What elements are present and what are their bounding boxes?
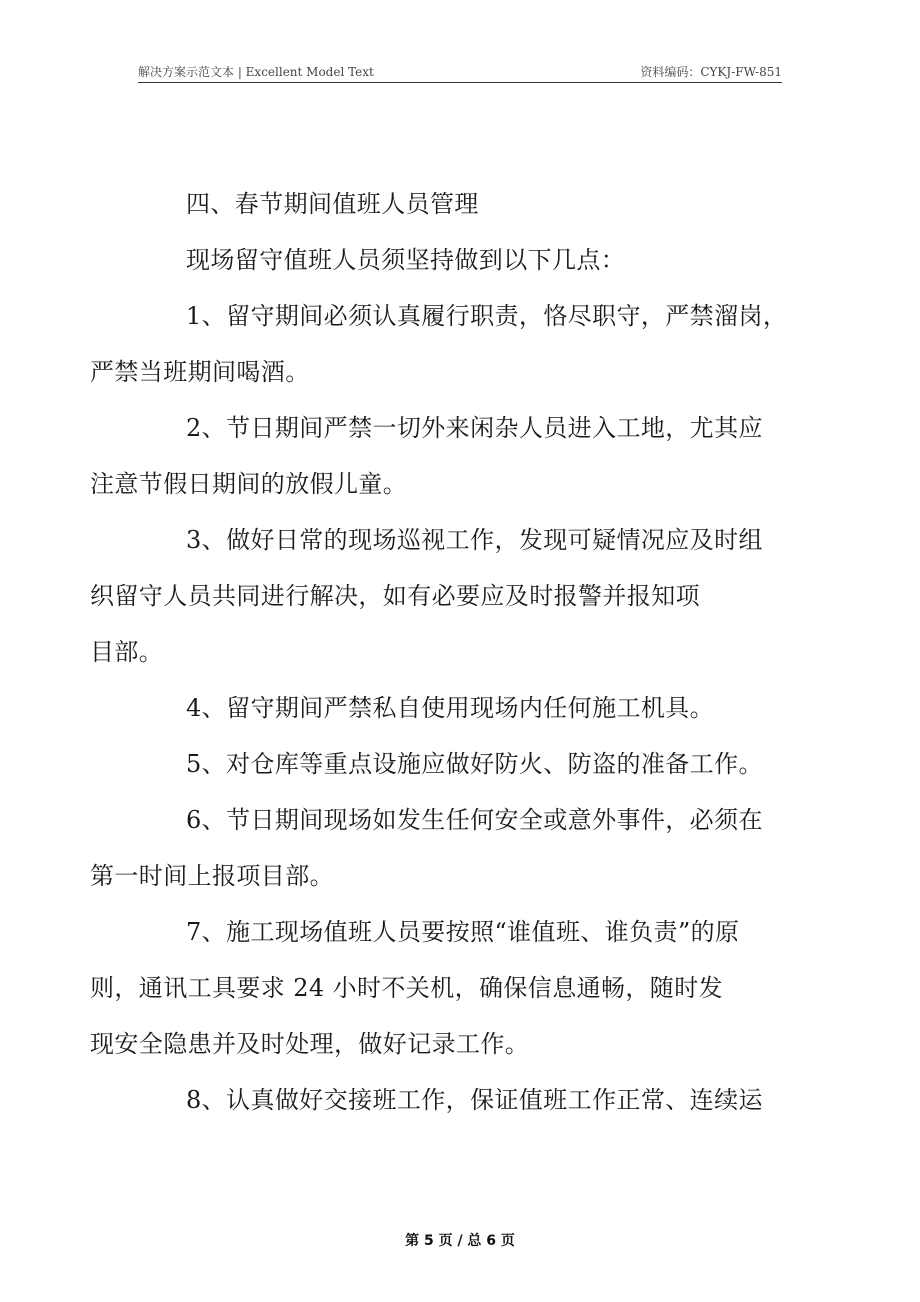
document-body [90,176,788,1128]
paragraph-line: 第一时间上报项目部。 [90,862,334,890]
list-item-4 [138,680,782,736]
header-title: 解决方案示范文本 | Excellent Model Text [138,65,374,79]
paragraph-line: 6、节日期间现场如发生任何安全或意外事件，必须在 [186,806,763,834]
list-item-8 [138,1072,782,1128]
list-item-3 [90,512,782,680]
paragraph-line: 目部。 [90,638,164,666]
section-heading [138,176,782,232]
paragraph-line: 现安全隐患并及时处理，做好记录工作。 [90,1030,530,1058]
paragraph-line: 注意节假日期间的放假儿童。 [90,470,408,498]
paragraph-line: 8、认真做好交接班工作，保证值班工作正常、连续运 [186,1086,763,1114]
paragraph-line: 四、春节期间值班人员管理 [186,190,479,218]
list-item-6 [90,792,782,904]
paragraph-line: 现场留守值班人员须坚持做到以下几点： [186,246,626,274]
page-number: 第 5 页 / 总 6 页 [405,1233,515,1249]
list-item-2 [90,400,782,512]
list-item-1 [90,288,788,400]
paragraph-line: 5、对仓库等重点设施应做好防火、防盗的准备工作。 [186,750,763,778]
document-code: 资料编码：CYKJ-FW-851 [640,65,782,79]
paragraph-line: 严禁当班期间喝酒。 [90,358,310,386]
page-header [138,62,782,83]
paragraph-line: 4、留守期间严禁私自使用现场内任何施工机具。 [186,694,715,722]
list-item-5 [138,736,782,792]
paragraph-line: 2、节日期间严禁一切外来闲杂人员进入工地，尤其应 [186,414,763,442]
intro-paragraph [138,232,782,288]
paragraph-line: 1、留守期间必须认真履行职责，恪尽职守，严禁溜岗， [186,302,788,330]
paragraph-line: 7、施工现场值班人员要按照“谁值班、谁负责”的原 [186,918,740,946]
paragraph-line: 3、做好日常的现场巡视工作，发现可疑情况应及时组 [186,526,763,554]
list-item-7 [90,904,782,1072]
paragraph-line: 则，通讯工具要求 24 小时不关机，确保信息通畅，随时发 [90,974,723,1002]
paragraph-line: 织留守人员共同进行解决，如有必要应及时报警并报知项 [90,582,700,610]
